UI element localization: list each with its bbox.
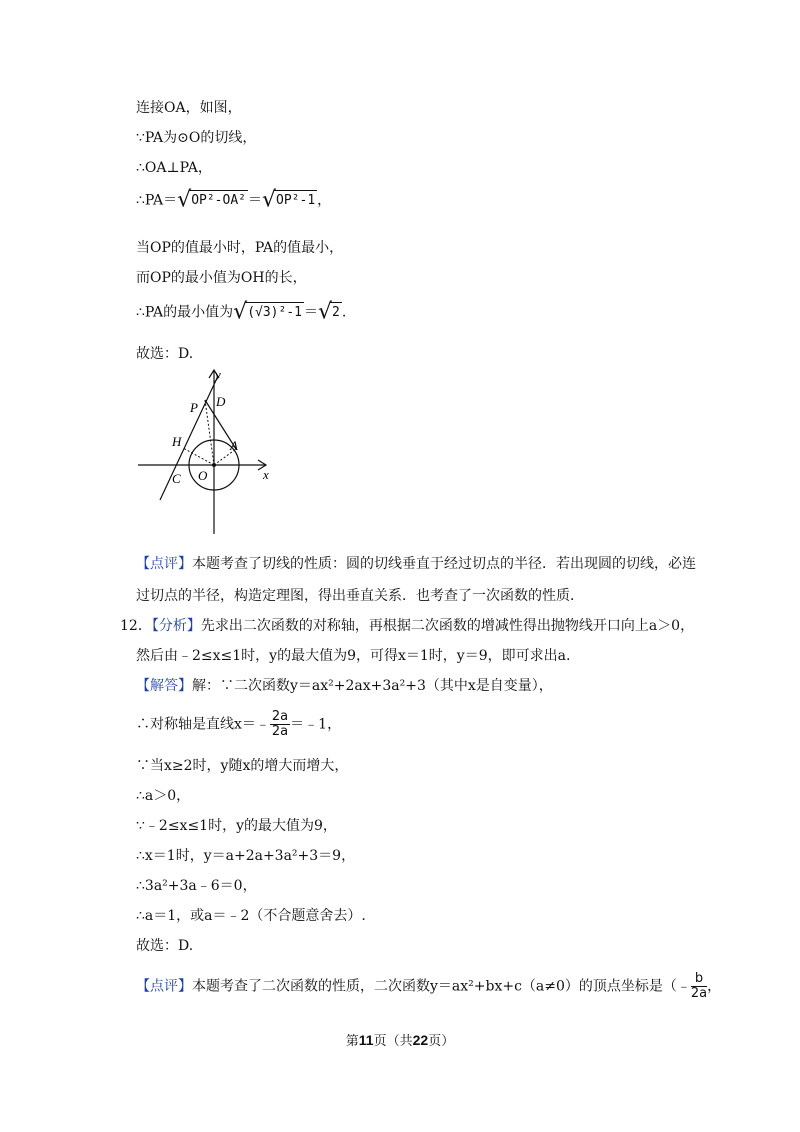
sol-line-6: 而OP的最小值为OH的长， [136, 270, 307, 286]
geometry-figure [130, 364, 280, 540]
text: ∴对称轴是直线x＝﹣ [136, 716, 270, 733]
text: 本题考查了二次函数的性质，二次函数y＝ax²+bx+c（a≠0）的顶点坐标是（﹣ [192, 978, 691, 995]
label-H: H [172, 434, 182, 449]
question-number: 12． [120, 618, 152, 634]
review-11-line-1 [136, 554, 696, 574]
analysis-tag: 【分析】 [151, 618, 201, 634]
q12-answer-line-2 [136, 710, 341, 739]
text: 解：∵二次函数y＝ax²+2ax+3a²+3（其中x是自变量）， [192, 678, 553, 694]
sqrt-expression: √2 [317, 299, 340, 325]
denominator: 2a [271, 724, 289, 739]
q12-review-line-1 [136, 972, 721, 1001]
q12-answer-line-5: ∵﹣2≤x≤1时，y的最大值为9， [136, 818, 337, 834]
label-O: O [198, 468, 208, 483]
q12-analysis-line-1 [120, 616, 694, 636]
punct: ， [317, 192, 332, 209]
q12-answer-line-8: ∴a＝1，或a＝﹣2（不合题意舍去）. [136, 908, 366, 924]
sqrt-expression: √OP²-1 [261, 187, 316, 213]
page-total: 22 [412, 1032, 429, 1048]
q12-answer-line-9: 故选：D. [136, 938, 194, 954]
radicand: 2 [330, 302, 342, 323]
sol-line-5: 当OP的值最小时，PA的值最小， [136, 240, 344, 256]
denominator: 2a [690, 986, 708, 1001]
radicand: (√3)²-1 [245, 302, 304, 323]
page-number: 11 [358, 1032, 374, 1048]
fraction [691, 972, 707, 1001]
label-D: D [216, 394, 226, 409]
sol-line-8: 故选：D. [136, 346, 194, 362]
q12-answer-line-7: ∴3a²+3a﹣6＝0， [136, 878, 257, 894]
answer-tag: 【解答】 [136, 678, 192, 694]
label-C: C [172, 471, 181, 486]
text: 先求出二次函数的对称轴，再根据二次函数的增减性得出抛物线开口向上a＞0， [200, 618, 695, 634]
text: 本题考查了切线的性质：圆的切线垂直于经过切点的半径．若出现圆的切线，必连 [192, 556, 696, 572]
sol-line-1: 连接OA，如图， [136, 100, 242, 116]
text: ∴PA＝ [136, 192, 178, 209]
label-y: y [215, 367, 221, 382]
review-tag: 【点评】 [136, 978, 192, 995]
sqrt-expression: √OP²-OA² [177, 187, 246, 213]
q12-answer-line-4: ∴a＞0， [136, 788, 191, 804]
point-O [212, 463, 216, 467]
text: ， [707, 978, 722, 995]
text: ＝﹣1， [290, 716, 342, 733]
sol-line-2: ∵PA为⊙O的切线， [136, 130, 257, 146]
q12-answer-line-6: ∴x＝1时，y＝a+2a+3a²+3＝9， [136, 848, 356, 864]
q12-answer-line-1 [136, 676, 553, 696]
text: ∴PA的最小值为 [136, 304, 234, 321]
numerator: 2a [271, 709, 289, 724]
label-x: x [263, 467, 269, 482]
label-P: P [190, 400, 198, 415]
sol-line-4 [136, 187, 332, 213]
footer-text: 页） [428, 1034, 455, 1049]
equals: ＝ [247, 192, 262, 209]
review-tag: 【点评】 [136, 556, 192, 572]
footer-text: 页（共 [373, 1034, 413, 1049]
fraction [270, 710, 290, 739]
page-footer [0, 1030, 800, 1049]
q12-answer-line-3: ∵当x≥2时，y随x的增大而增大， [136, 758, 349, 774]
sol-line-3: ∴OA⊥PA， [136, 160, 212, 176]
equals: ＝ [303, 304, 318, 321]
label-A: A [230, 438, 238, 453]
radicand: OP²-OA² [189, 190, 248, 211]
sqrt-expression: √(√3)²-1 [233, 299, 302, 325]
segment-PO [205, 400, 214, 465]
segment-OH [183, 448, 214, 465]
review-11-line-2: 过切点的半径，构造定理图，得出垂直关系．也考查了一次函数的性质． [136, 588, 584, 604]
sol-line-7 [136, 299, 347, 325]
numerator: b [691, 972, 707, 987]
punct: . [341, 304, 347, 321]
line-CD [160, 376, 218, 500]
radicand: OP²-1 [274, 190, 317, 211]
q12-analysis-line-2: 然后由﹣2≤x≤1时，y的最大值为9，可得x＝1时，y＝9，即可求出a. [136, 648, 571, 664]
footer-text: 第 [345, 1034, 359, 1049]
